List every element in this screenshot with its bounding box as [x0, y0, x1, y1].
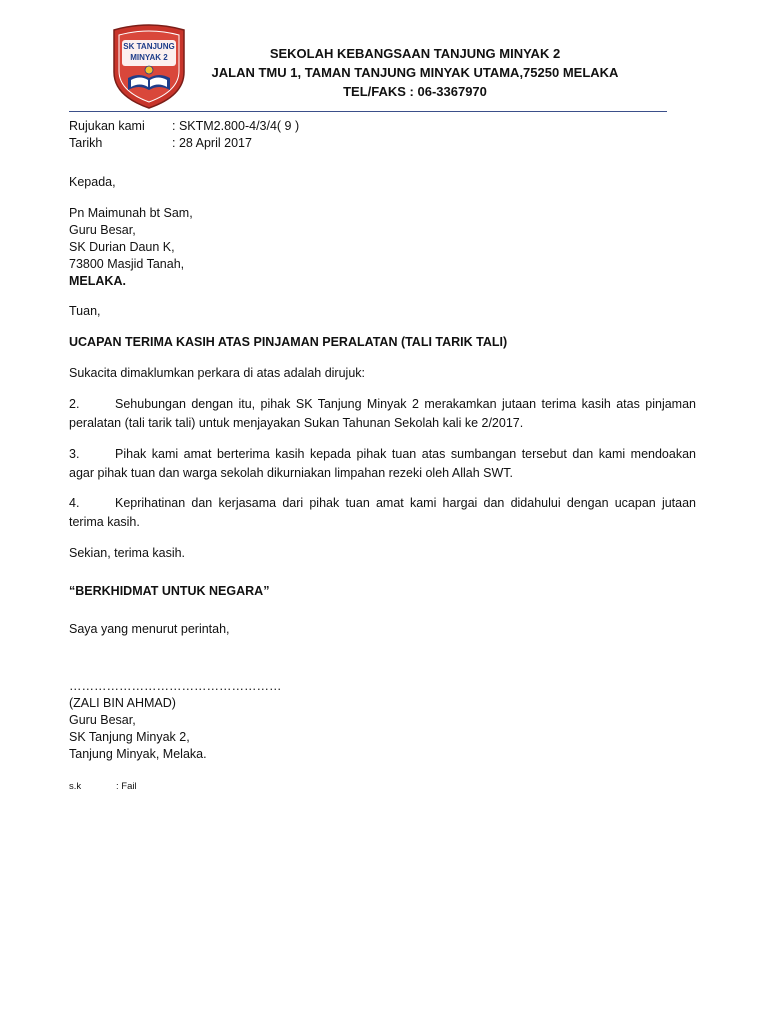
- date-label: Tarikh: [69, 136, 103, 150]
- paragraph-text: Pihak kami amat berterima kasih kepada pihak tuan atas sumbangan tersebut dan kami mendoakan agar pihak tuan dan warga sekolah dikurniakan limpahan rezeki oleh Allah SWT.: [69, 447, 696, 480]
- recipient-line: SK Durian Daun K,: [69, 240, 175, 254]
- reference-row: [69, 118, 469, 135]
- signatory-school: SK Tanjung Minyak 2,: [69, 730, 190, 744]
- paragraph-number: 3.: [69, 447, 80, 461]
- date-row: [69, 135, 469, 152]
- header-divider: [69, 111, 667, 112]
- closing-text: Sekian, terima kasih.: [69, 546, 186, 560]
- paragraph-4: [69, 494, 696, 532]
- recipient-state: MELAKA.: [69, 274, 126, 288]
- school-logo: [110, 22, 188, 110]
- paragraph-text: Keprihatinan dan kerjasama dari pihak tuan amat kami hargai dan didahului dengan ucapan jutaan terima kasih.: [69, 496, 696, 529]
- letterhead: [180, 44, 650, 101]
- signatory-name: (ZALI BIN AHMAD): [69, 696, 176, 710]
- recipient-address: [69, 205, 696, 290]
- letter-subject: UCAPAN TERIMA KASIH ATAS PINJAMAN PERALATAN (TALI TARIK TALI): [69, 335, 508, 349]
- school-phone: TEL/FAKS : 06-3367970: [343, 84, 487, 99]
- paragraph-number: 4.: [69, 496, 80, 510]
- ref-label: Rujukan kami: [69, 119, 145, 133]
- signature-line: ……………………………………………: [69, 679, 282, 693]
- paragraph-2: [69, 395, 696, 433]
- recipient-line: 73800 Masjid Tanah,: [69, 257, 185, 271]
- school-address: JALAN TMU 1, TAMAN TANJUNG MINYAK UTAMA,75250 MELAKA: [211, 65, 619, 80]
- cc-value: : Fail: [116, 781, 137, 792]
- school-name: SEKOLAH KEBANGSAAN TANJUNG MINYAK 2: [269, 46, 561, 61]
- date-value: : 28 April 2017: [172, 136, 252, 150]
- logo-text-top: SK TANJUNG: [123, 42, 175, 51]
- recipient-line: Pn Maimunah bt Sam,: [69, 206, 193, 220]
- to-label: Kepada,: [69, 175, 116, 189]
- motto: “BERKHIDMAT UNTUK NEGARA”: [69, 584, 270, 598]
- paragraph-3: [69, 445, 696, 483]
- paragraph-number: 2.: [69, 397, 80, 411]
- paragraph-text: Sehubungan dengan itu, pihak SK Tanjung Minyak 2 merakamkan jutaan terima kasih atas pinjaman peralatan (tali tarik tali) untuk menjayakan Sukan Tahunan Sekolah kali ke 2/2017.: [69, 397, 696, 430]
- sign-off: Saya yang menurut perintah,: [69, 622, 230, 636]
- greeting: Tuan,: [69, 304, 101, 318]
- signatory-place: Tanjung Minyak, Melaka.: [69, 747, 207, 761]
- intro-text: Sukacita dimaklumkan perkara di atas adalah dirujuk:: [69, 366, 365, 380]
- signature-block: [69, 678, 696, 763]
- recipient-line: Guru Besar,: [69, 223, 136, 237]
- cc-label: s.k: [69, 781, 82, 792]
- signatory-title: Guru Besar,: [69, 713, 136, 727]
- ref-value: : SKTM2.800-4/3/4( 9 ): [172, 119, 300, 133]
- carbon-copy: [69, 781, 137, 792]
- logo-text-mid: MINYAK 2: [130, 53, 168, 62]
